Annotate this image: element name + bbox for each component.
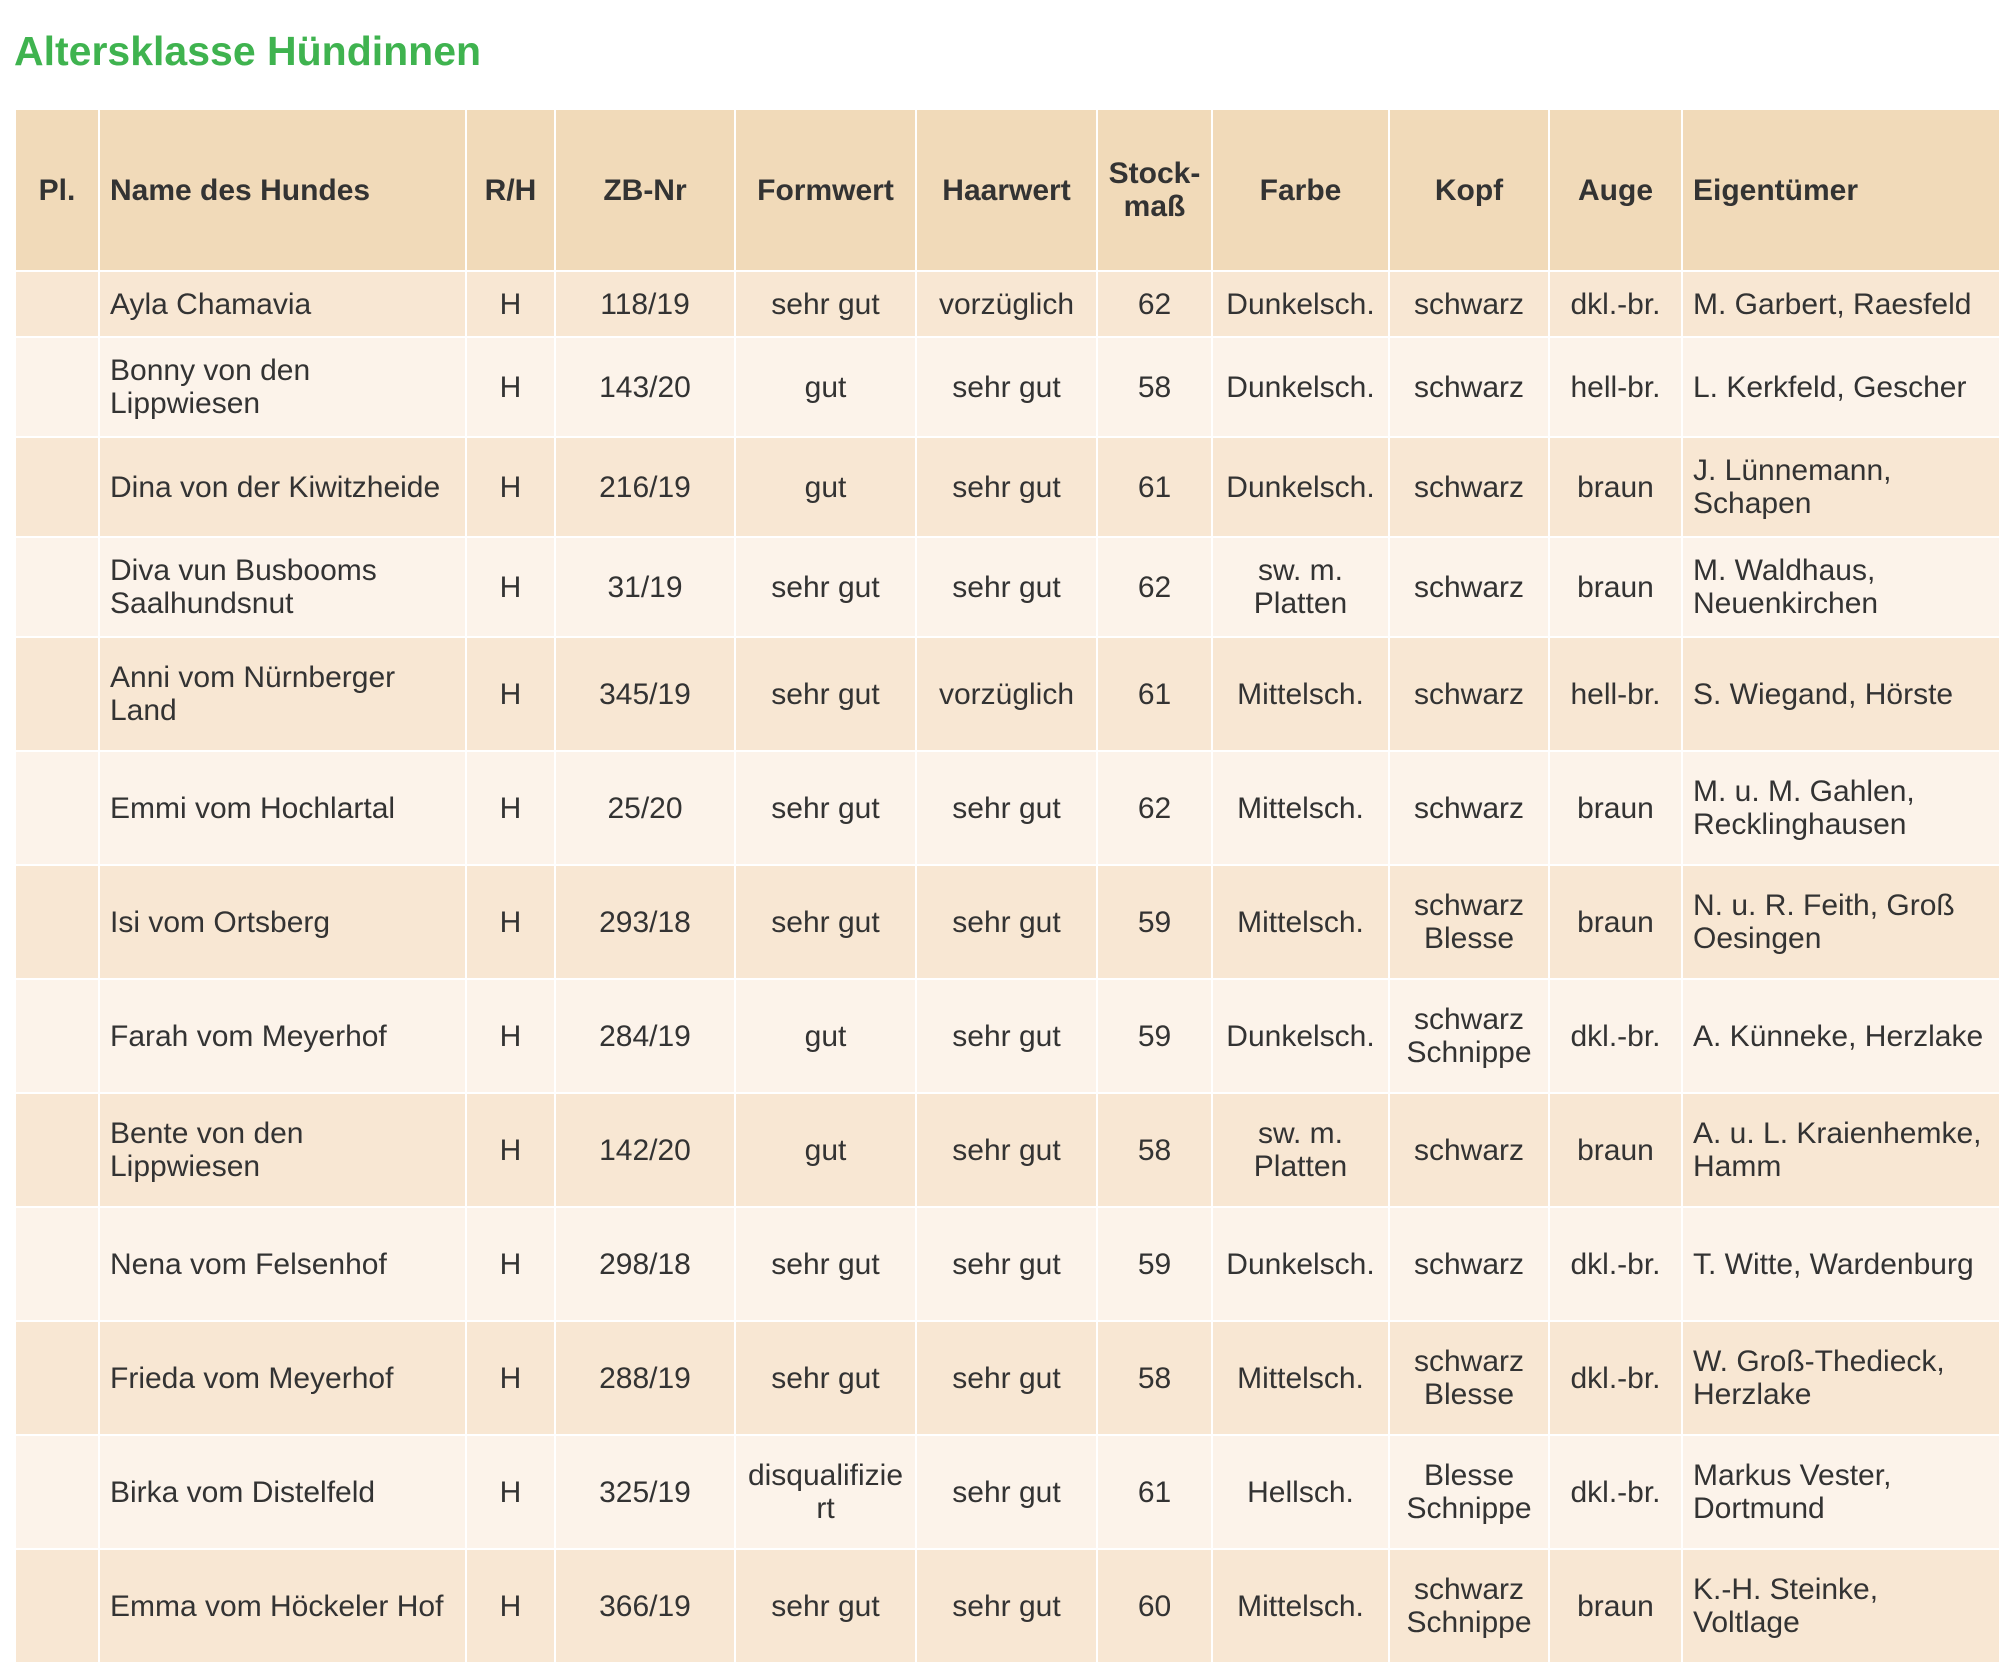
cell-farbe: sw. m. Platten [1212,537,1389,637]
cell-kopf: schwarz [1389,1207,1549,1321]
column-header-haarwert: Haarwert [916,109,1097,271]
column-header-eigentuemer: Eigentümer [1682,109,2000,271]
cell-kopf: schwarz Blesse [1389,1321,1549,1435]
cell-haarwert: vorzüglich [916,637,1097,751]
cell-auge: hell-br. [1549,637,1682,751]
cell-auge: braun [1549,1093,1682,1207]
cell-eigentuemer: A. u. L. Kraienhemke, Hamm [1682,1093,2000,1207]
cell-pl [15,271,99,337]
cell-name: Anni vom Nürnberger Land [99,637,466,751]
cell-haarwert: sehr gut [916,1435,1097,1549]
cell-pl [15,1549,99,1663]
cell-zb-nr: 216/19 [555,437,735,537]
cell-name: Emma vom Höckeler Hof [99,1549,466,1663]
cell-pl [15,1435,99,1549]
cell-auge: braun [1549,537,1682,637]
cell-pl [15,1207,99,1321]
cell-eigentuemer: Markus Vester, Dortmund [1682,1435,2000,1549]
cell-eigentuemer: N. u. R. Feith, Groß Oesingen [1682,865,2000,979]
column-header-stockmass-line2: maß [1123,190,1186,223]
cell-formwert: gut [735,1093,916,1207]
cell-stockmass: 61 [1097,1435,1212,1549]
cell-zb-nr: 345/19 [555,637,735,751]
cell-formwert: sehr gut [735,637,916,751]
cell-name: Ayla Chamavia [99,271,466,337]
cell-stockmass: 58 [1097,337,1212,437]
cell-farbe: Dunkelsch. [1212,337,1389,437]
column-header-kopf: Kopf [1389,109,1549,271]
cell-haarwert: sehr gut [916,537,1097,637]
cell-stockmass: 60 [1097,1549,1212,1663]
cell-pl [15,537,99,637]
column-header-stockmass-line1: Stock- [1108,157,1201,190]
table-row [15,337,2000,437]
cell-rh: H [466,979,555,1093]
cell-name: Isi vom Ortsberg [99,865,466,979]
column-header-farbe: Farbe [1212,109,1389,271]
cell-formwert: sehr gut [735,537,916,637]
cell-kopf: schwarz [1389,537,1549,637]
cell-zb-nr: 325/19 [555,1435,735,1549]
cell-auge: hell-br. [1549,337,1682,437]
cell-farbe: Dunkelsch. [1212,437,1389,537]
column-header-formwert: Formwert [735,109,916,271]
cell-farbe: Mittelsch. [1212,1321,1389,1435]
table-row [15,537,2000,637]
cell-auge: braun [1549,865,1682,979]
cell-haarwert: sehr gut [916,1321,1097,1435]
cell-formwert: sehr gut [735,271,916,337]
cell-name: Emmi vom Hochlartal [99,751,466,865]
cell-haarwert: sehr gut [916,979,1097,1093]
cell-haarwert: sehr gut [916,1549,1097,1663]
table-row [15,1549,2000,1663]
cell-rh: H [466,437,555,537]
cell-haarwert: sehr gut [916,1093,1097,1207]
cell-formwert: disqualifiziert [735,1435,916,1549]
column-header-name: Name des Hundes [99,109,466,271]
cell-stockmass: 58 [1097,1093,1212,1207]
cell-stockmass: 59 [1097,979,1212,1093]
cell-pl [15,637,99,751]
cell-pl [15,1093,99,1207]
cell-auge: braun [1549,437,1682,537]
column-header-zb-nr: ZB-Nr [555,109,735,271]
cell-kopf: schwarz [1389,337,1549,437]
cell-eigentuemer: K.-H. Steinke, Voltlage [1682,1549,2000,1663]
cell-kopf: schwarz Schnippe [1389,1549,1549,1663]
cell-zb-nr: 293/18 [555,865,735,979]
cell-eigentuemer: A. Künneke, Herzlake [1682,979,2000,1093]
cell-rh: H [466,1321,555,1435]
cell-haarwert: sehr gut [916,337,1097,437]
cell-rh: H [466,1093,555,1207]
cell-eigentuemer: T. Witte, Wardenburg [1682,1207,2000,1321]
table-row [15,437,2000,537]
cell-formwert: gut [735,337,916,437]
cell-pl [15,437,99,537]
cell-name: Bonny von den Lippwiesen [99,337,466,437]
cell-zb-nr: 31/19 [555,537,735,637]
cell-kopf: Blesse Schnippe [1389,1435,1549,1549]
cell-name: Bente von den Lippwiesen [99,1093,466,1207]
cell-auge: braun [1549,751,1682,865]
table-row [15,637,2000,751]
cell-name: Frieda vom Meyerhof [99,1321,466,1435]
cell-formwert: gut [735,437,916,537]
cell-eigentuemer: M. Waldhaus, Neuenkirchen [1682,537,2000,637]
cell-rh: H [466,1435,555,1549]
cell-rh: H [466,271,555,337]
cell-rh: H [466,537,555,637]
cell-stockmass: 62 [1097,537,1212,637]
cell-zb-nr: 288/19 [555,1321,735,1435]
cell-auge: dkl.-br. [1549,271,1682,337]
page-title: Altersklasse Hündinnen [14,28,482,74]
table-row [15,1321,2000,1435]
cell-stockmass: 62 [1097,751,1212,865]
cell-farbe: Mittelsch. [1212,1549,1389,1663]
cell-haarwert: vorzüglich [916,271,1097,337]
cell-farbe: Dunkelsch. [1212,979,1389,1093]
cell-rh: H [466,337,555,437]
cell-zb-nr: 143/20 [555,337,735,437]
cell-rh: H [466,637,555,751]
table-row [15,271,2000,337]
cell-farbe: Hellsch. [1212,1435,1389,1549]
table-row [15,751,2000,865]
cell-name: Nena vom Felsenhof [99,1207,466,1321]
cell-pl [15,751,99,865]
cell-formwert: sehr gut [735,1321,916,1435]
cell-rh: H [466,1549,555,1663]
results-table [14,108,2001,1664]
cell-kopf: schwarz Blesse [1389,865,1549,979]
cell-zb-nr: 298/18 [555,1207,735,1321]
cell-stockmass: 62 [1097,271,1212,337]
cell-haarwert: sehr gut [916,865,1097,979]
cell-rh: H [466,1207,555,1321]
cell-zb-nr: 366/19 [555,1549,735,1663]
cell-farbe: Mittelsch. [1212,751,1389,865]
table-row [15,1093,2000,1207]
cell-pl [15,1321,99,1435]
cell-eigentuemer: M. u. M. Gahlen, Recklinghausen [1682,751,2000,865]
cell-haarwert: sehr gut [916,437,1097,537]
cell-formwert: sehr gut [735,1207,916,1321]
cell-stockmass: 59 [1097,865,1212,979]
cell-stockmass: 61 [1097,637,1212,751]
cell-formwert: sehr gut [735,865,916,979]
cell-zb-nr: 142/20 [555,1093,735,1207]
cell-haarwert: sehr gut [916,751,1097,865]
cell-rh: H [466,751,555,865]
column-header-rh: R/H [466,109,555,271]
table-row [15,1435,2000,1549]
cell-auge: dkl.-br. [1549,1321,1682,1435]
cell-zb-nr: 25/20 [555,751,735,865]
cell-auge: dkl.-br. [1549,1207,1682,1321]
cell-name: Farah vom Meyerhof [99,979,466,1093]
cell-zb-nr: 284/19 [555,979,735,1093]
cell-kopf: schwarz [1389,437,1549,537]
cell-farbe: sw. m. Platten [1212,1093,1389,1207]
table-row [15,979,2000,1093]
cell-zb-nr: 118/19 [555,271,735,337]
cell-eigentuemer: M. Garbert, Raesfeld [1682,271,2000,337]
cell-auge: dkl.-br. [1549,979,1682,1093]
cell-formwert: sehr gut [735,751,916,865]
cell-auge: braun [1549,1549,1682,1663]
cell-kopf: schwarz Schnippe [1389,979,1549,1093]
cell-farbe: Mittelsch. [1212,865,1389,979]
cell-kopf: schwarz [1389,271,1549,337]
cell-haarwert: sehr gut [916,1207,1097,1321]
cell-eigentuemer: S. Wiegand, Hörste [1682,637,2000,751]
cell-eigentuemer: W. Groß-Thedieck, Herzlake [1682,1321,2000,1435]
cell-rh: H [466,865,555,979]
cell-pl [15,979,99,1093]
column-header-pl: Pl. [15,109,99,271]
cell-kopf: schwarz [1389,751,1549,865]
cell-kopf: schwarz [1389,637,1549,751]
cell-name: Birka vom Distelfeld [99,1435,466,1549]
cell-name: Diva vun Busbooms Saalhundsnut [99,537,466,637]
cell-formwert: sehr gut [735,1549,916,1663]
table-row [15,1207,2000,1321]
table-row [15,865,2000,979]
column-header-stockmass [1097,109,1212,271]
cell-name: Dina von der Kiwitzheide [99,437,466,537]
cell-auge: dkl.-br. [1549,1435,1682,1549]
cell-farbe: Mittelsch. [1212,637,1389,751]
cell-pl [15,865,99,979]
cell-eigentuemer: J. Lünnemann, Schapen [1682,437,2000,537]
cell-eigentuemer: L. Kerkfeld, Gescher [1682,337,2000,437]
cell-stockmass: 61 [1097,437,1212,537]
cell-farbe: Dunkelsch. [1212,1207,1389,1321]
cell-farbe: Dunkelsch. [1212,271,1389,337]
cell-stockmass: 58 [1097,1321,1212,1435]
column-header-auge: Auge [1549,109,1682,271]
cell-stockmass: 59 [1097,1207,1212,1321]
cell-pl [15,337,99,437]
cell-kopf: schwarz [1389,1093,1549,1207]
header-row [15,109,2000,271]
cell-formwert: gut [735,979,916,1093]
